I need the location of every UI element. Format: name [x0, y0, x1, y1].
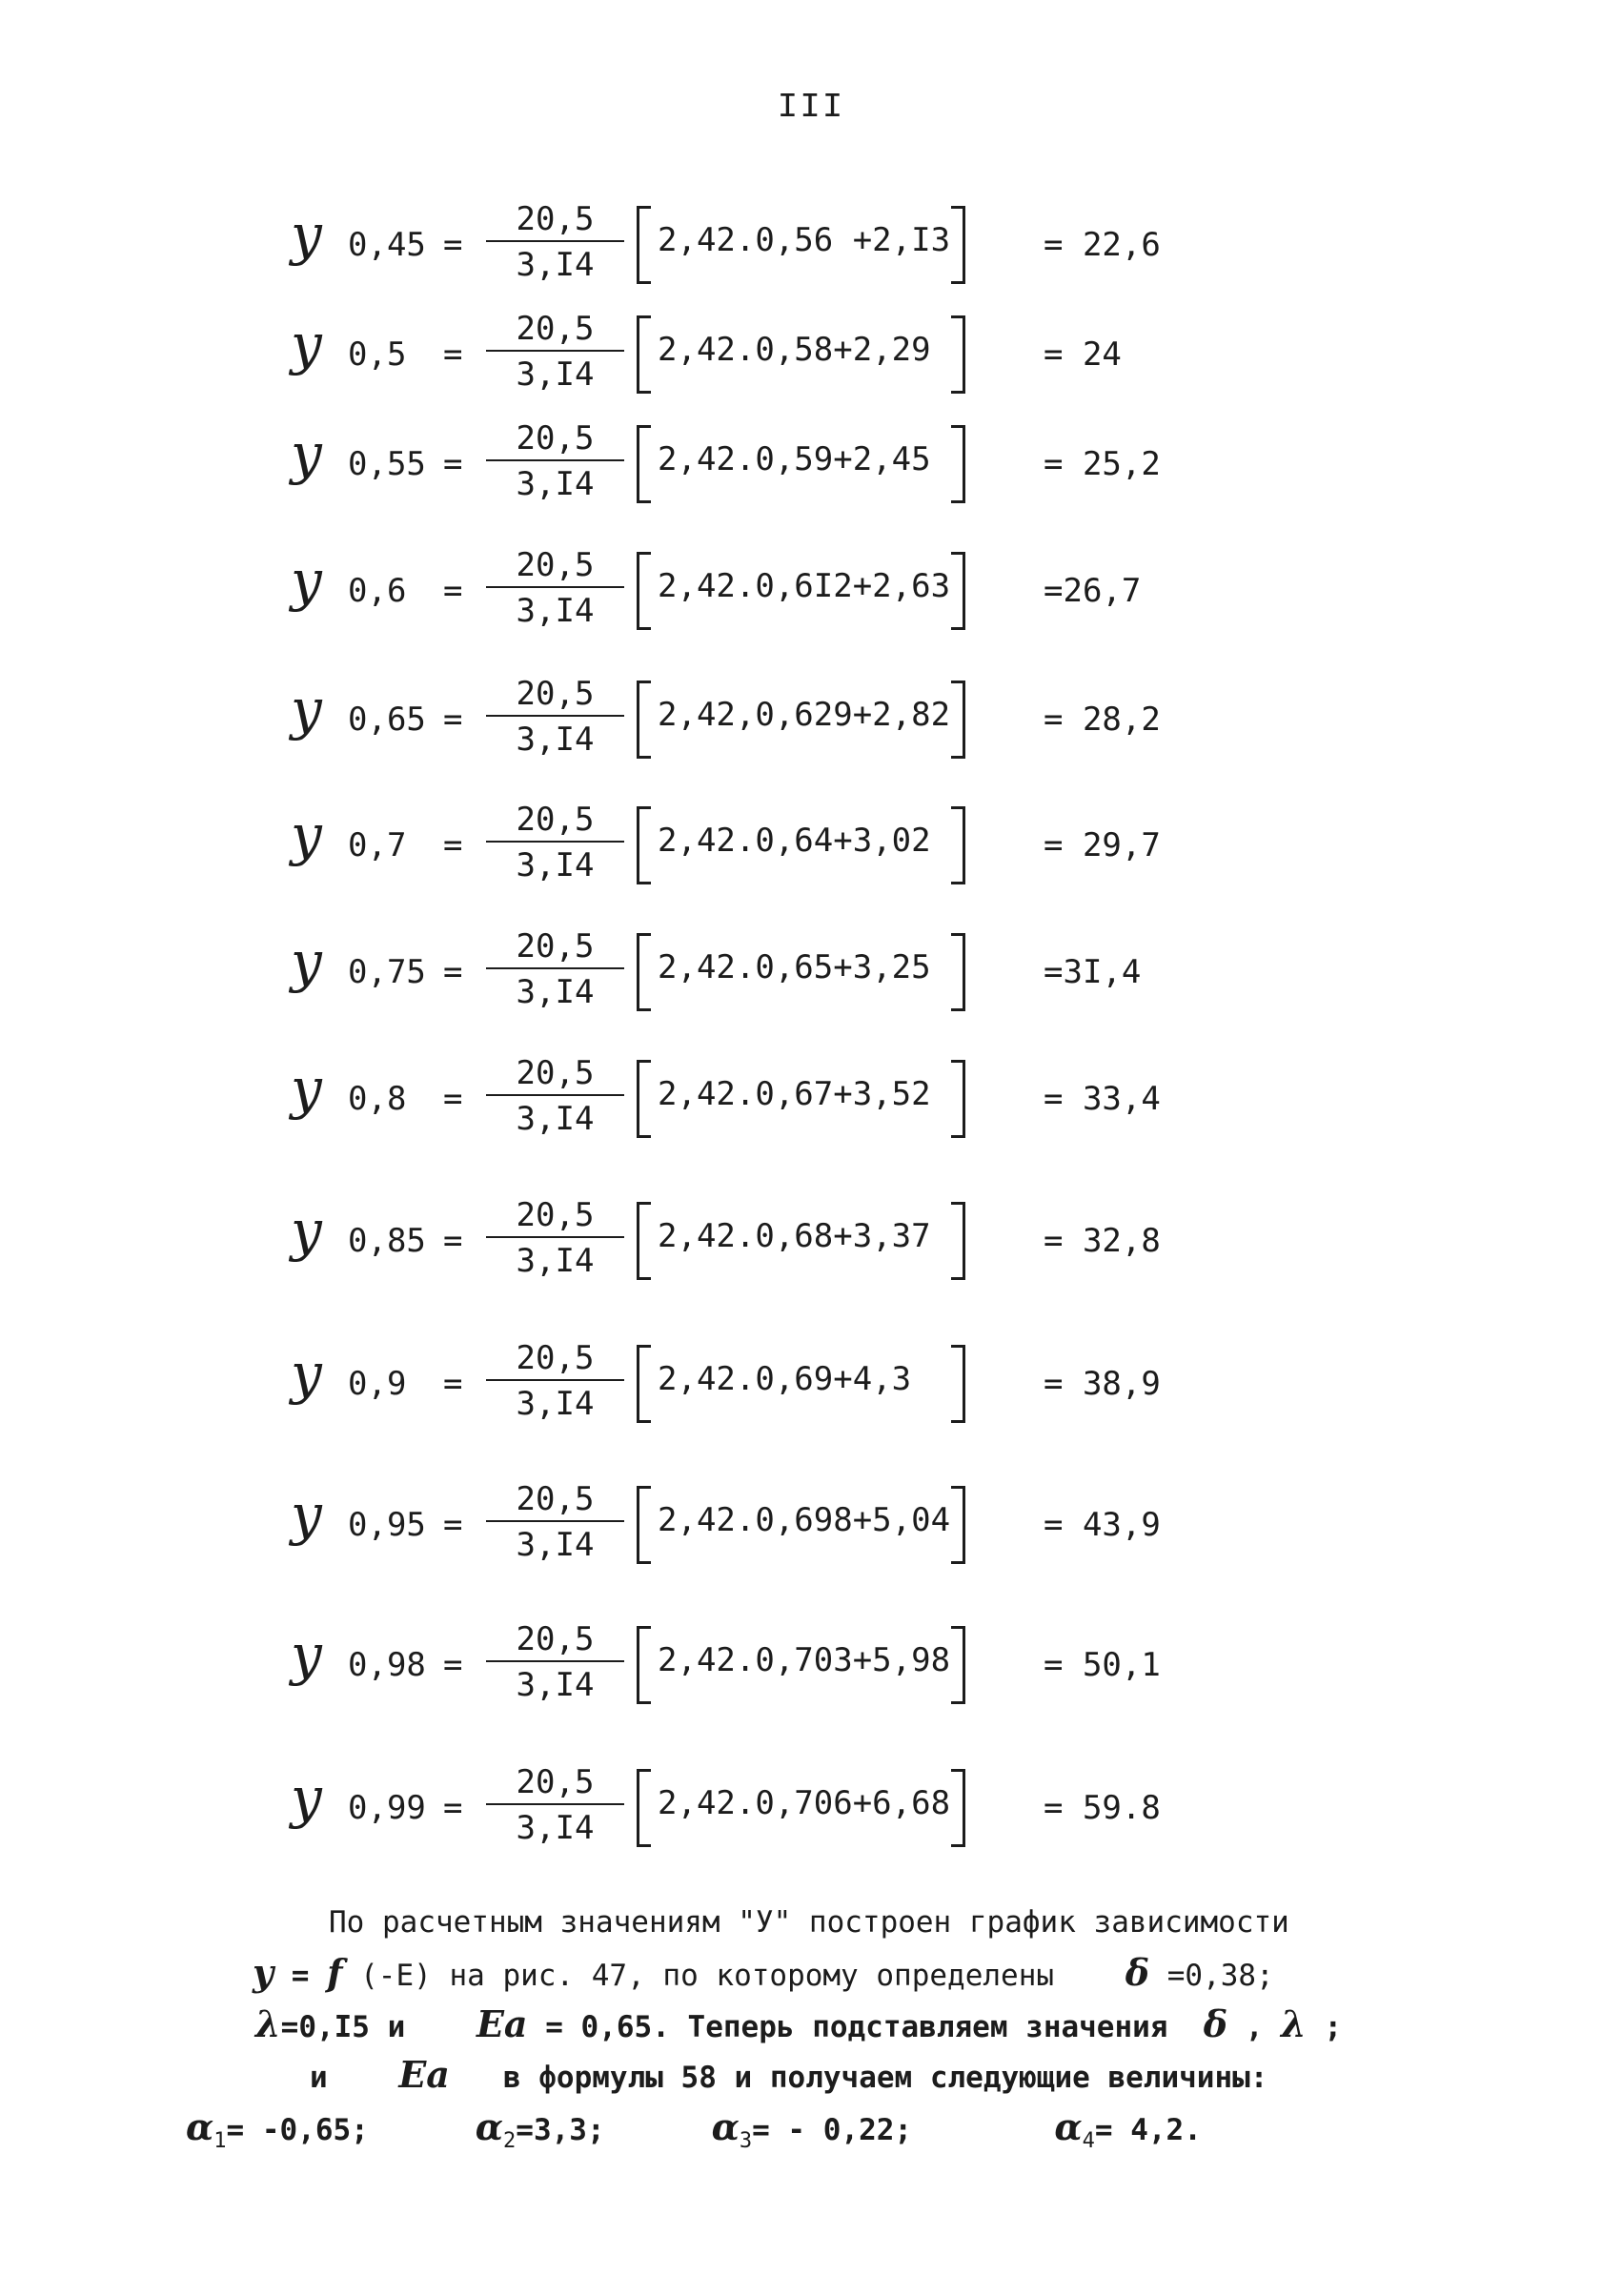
ea-symbol: Ea — [476, 2002, 528, 2045]
equation-row — [0, 1480, 1622, 1595]
alpha-symbol: α — [475, 2105, 504, 2148]
right-bracket — [951, 1769, 965, 1847]
equals-sign: = — [443, 335, 463, 374]
left-bracket — [637, 806, 651, 884]
equation-argument: 0,5 — [348, 335, 407, 374]
equation-result: =3I,4 — [1044, 953, 1142, 991]
alpha-subscript: 4 — [1082, 2129, 1095, 2153]
fraction-numerator: 20,5 — [516, 1339, 595, 1377]
fraction-bar — [486, 1094, 624, 1096]
equation-row — [0, 675, 1622, 789]
bracket-expression: 2,42.0,6I2+2,63 — [658, 567, 951, 605]
fraction-bar — [486, 967, 624, 969]
equals-sign: = — [443, 445, 463, 483]
equation-result: = 50,1 — [1044, 1646, 1161, 1684]
fraction — [486, 200, 624, 284]
equation-row — [0, 419, 1622, 534]
bracket-expression: 2,42.0,56 +2,I3 — [658, 221, 951, 259]
fraction — [486, 1196, 624, 1280]
equation-argument: 0,75 — [348, 953, 426, 991]
alpha-value: = - 0,22; — [752, 2113, 913, 2147]
equals-sign: = — [443, 701, 463, 739]
left-bracket — [637, 1769, 651, 1847]
equation-argument: 0,9 — [348, 1365, 407, 1403]
fraction — [486, 1339, 624, 1423]
paragraph-line-2 — [253, 1952, 1622, 1997]
equation-result: = 32,8 — [1044, 1222, 1161, 1260]
fraction-bar — [486, 1236, 624, 1238]
fraction-numerator: 20,5 — [516, 419, 595, 457]
alpha-symbol: α — [1054, 2105, 1083, 2148]
right-bracket — [951, 1486, 965, 1564]
right-bracket — [951, 933, 965, 1011]
fraction-denominator: 3,I4 — [516, 846, 595, 884]
equation-row — [0, 1339, 1622, 1453]
left-bracket — [637, 425, 651, 503]
left-bracket — [637, 206, 651, 284]
paragraph-line-2-text: (-E) на рис. 47, по которому определены — [360, 1959, 1055, 1993]
y-symbol: y — [291, 1622, 322, 1687]
left-bracket — [637, 1626, 651, 1704]
y-symbol: y — [291, 677, 322, 742]
y-symbol: y — [291, 548, 322, 613]
fraction-numerator: 20,5 — [516, 927, 595, 965]
equation-result: = 29,7 — [1044, 826, 1161, 864]
page-number: III — [777, 88, 845, 127]
alpha-4 — [1054, 2105, 1202, 2153]
alpha-subscript: 2 — [503, 2129, 517, 2153]
fraction-bar — [486, 841, 624, 843]
fraction-denominator: 3,I4 — [516, 1526, 595, 1564]
equation-argument: 0,45 — [348, 226, 426, 264]
alpha-value: = -0,65; — [226, 2113, 369, 2147]
fraction-numerator: 20,5 — [516, 1054, 595, 1092]
fraction-denominator: 3,I4 — [516, 721, 595, 759]
equation-result: = 33,4 — [1044, 1080, 1161, 1118]
right-bracket — [951, 206, 965, 284]
alpha-value: =3,3; — [516, 2113, 605, 2147]
y-symbol: y — [291, 1765, 322, 1830]
equals-sign: = — [443, 1646, 463, 1684]
paragraph-line-4-text: в формулы 58 и получаем следующие величины: — [502, 2061, 1268, 2095]
left-bracket — [637, 552, 651, 630]
semicolon: ; — [1324, 2010, 1343, 2044]
equation-row — [0, 1620, 1622, 1735]
fraction-bar — [486, 715, 624, 717]
fraction-bar — [486, 350, 624, 352]
bracket-expression: 2,42.0,698+5,04 — [658, 1501, 951, 1539]
right-bracket — [951, 806, 965, 884]
right-bracket — [951, 315, 965, 394]
fraction-numerator: 20,5 — [516, 1196, 595, 1234]
equals-sign: = — [443, 1789, 463, 1827]
equals-sign: = — [443, 1080, 463, 1118]
equation-argument: 0,85 — [348, 1222, 426, 1260]
alpha-3 — [711, 2105, 913, 2153]
lambda-symbol-2: λ — [1281, 2002, 1307, 2045]
right-bracket — [951, 552, 965, 630]
equation-result: = 59.8 — [1044, 1789, 1161, 1827]
equals-sign: = — [443, 953, 463, 991]
f-symbol: f — [327, 1951, 343, 1994]
alpha-subscript: 3 — [739, 2129, 753, 2153]
right-bracket — [951, 1626, 965, 1704]
alpha-symbol: α — [186, 2105, 214, 2148]
y-symbol: y — [253, 1951, 274, 1994]
equals-sign: = — [443, 1506, 463, 1544]
fraction-denominator: 3,I4 — [516, 1242, 595, 1280]
alpha-2 — [475, 2105, 605, 2153]
bracket-expression: 2,42.0,706+6,68 — [658, 1784, 951, 1822]
alpha-subscript: 1 — [213, 2129, 227, 2153]
alpha-value: = 4,2. — [1094, 2113, 1202, 2147]
y-symbol: y — [291, 1056, 322, 1121]
equation-row — [0, 1054, 1622, 1168]
equation-result: = 25,2 — [1044, 445, 1161, 483]
y-symbol: y — [291, 421, 322, 486]
fraction-denominator: 3,I4 — [516, 1809, 595, 1847]
bracket-expression: 2,42.0,69+4,3 — [658, 1360, 912, 1398]
equation-result: = 38,9 — [1044, 1365, 1161, 1403]
y-symbol: y — [291, 312, 322, 376]
equation-argument: 0,6 — [348, 572, 407, 610]
fraction-denominator: 3,I4 — [516, 1385, 595, 1423]
equation-row — [0, 801, 1622, 915]
equation-result: = 22,6 — [1044, 226, 1161, 264]
equation-argument: 0,98 — [348, 1646, 426, 1684]
equals-sign: = — [443, 226, 463, 264]
bracket-expression: 2,42.0,58+2,29 — [658, 331, 931, 369]
fraction-numerator: 20,5 — [516, 801, 595, 839]
fraction — [486, 1620, 624, 1704]
fraction-bar — [486, 1803, 624, 1805]
fraction — [486, 675, 624, 759]
fraction-numerator: 20,5 — [516, 546, 595, 584]
bracket-expression: 2,42.0,68+3,37 — [658, 1217, 931, 1255]
fraction — [486, 1480, 624, 1564]
fraction-numerator: 20,5 — [516, 1480, 595, 1518]
equation-row — [0, 310, 1622, 424]
bracket-expression: 2,42,0,629+2,82 — [658, 696, 951, 734]
y-symbol: y — [291, 803, 322, 867]
delta-symbol-2: δ — [1203, 2002, 1228, 2045]
paragraph-line-3 — [255, 2003, 1622, 2048]
equation-result: = 43,9 — [1044, 1506, 1161, 1544]
lambda-value: =0,I5 и — [280, 2010, 406, 2044]
left-bracket — [637, 1202, 651, 1280]
fraction-numerator: 20,5 — [516, 675, 595, 713]
equation-row — [0, 1196, 1622, 1311]
left-bracket — [637, 1486, 651, 1564]
bracket-expression: 2,42.0,64+3,02 — [658, 822, 931, 860]
fraction-denominator: 3,I4 — [516, 356, 595, 394]
fraction-numerator: 20,5 — [516, 310, 595, 348]
equation-row — [0, 546, 1622, 660]
equation-argument: 0,99 — [348, 1789, 426, 1827]
y-symbol: y — [291, 1198, 322, 1263]
fraction-bar — [486, 459, 624, 461]
equation-result: =26,7 — [1044, 572, 1142, 610]
lambda-symbol: λ — [255, 2002, 281, 2045]
equation-argument: 0,7 — [348, 826, 407, 864]
comma: , — [1245, 2010, 1264, 2044]
delta-symbol: δ — [1125, 1951, 1150, 1994]
fraction — [486, 1054, 624, 1138]
alpha-values-line — [186, 2106, 1622, 2155]
fraction-denominator: 3,I4 — [516, 1666, 595, 1704]
and-word: и — [310, 2061, 328, 2095]
equation-result: = 24 — [1044, 335, 1122, 374]
equation-row — [0, 1763, 1622, 1878]
fraction-bar — [486, 1520, 624, 1522]
left-bracket — [637, 933, 651, 1011]
fraction — [486, 419, 624, 503]
fraction-numerator: 20,5 — [516, 200, 595, 238]
paragraph-line-1: По расчетным значениям "У" построен график зависимости — [329, 1905, 1289, 1940]
left-bracket — [637, 681, 651, 759]
paragraph-line-3-text: = 0,65. Теперь подставляем значения — [545, 2010, 1168, 2044]
fraction-bar — [486, 1660, 624, 1662]
fraction-denominator: 3,I4 — [516, 592, 595, 630]
fraction-bar — [486, 1379, 624, 1381]
fraction-bar — [486, 240, 624, 242]
equals-sign: = — [443, 1222, 463, 1260]
bracket-expression: 2,42.0,59+2,45 — [658, 440, 931, 478]
fraction — [486, 546, 624, 630]
fraction-numerator: 20,5 — [516, 1763, 595, 1801]
alpha-1 — [186, 2105, 369, 2153]
fraction-denominator: 3,I4 — [516, 973, 595, 1011]
fraction — [486, 310, 624, 394]
right-bracket — [951, 1060, 965, 1138]
equation-row — [0, 200, 1622, 315]
ea-symbol-2: Ea — [398, 2053, 450, 2096]
fraction-denominator: 3,I4 — [516, 465, 595, 503]
y-symbol: y — [291, 1341, 322, 1406]
delta-value: =0,38; — [1166, 1959, 1274, 1993]
bracket-expression: 2,42.0,67+3,52 — [658, 1075, 931, 1113]
fraction — [486, 801, 624, 884]
fraction-numerator: 20,5 — [516, 1620, 595, 1658]
y-symbol: y — [291, 202, 322, 267]
fraction-denominator: 3,I4 — [516, 246, 595, 284]
equation-argument: 0,55 — [348, 445, 426, 483]
equation-argument: 0,95 — [348, 1506, 426, 1544]
equals-sign: = — [443, 826, 463, 864]
bracket-expression: 2,42.0,65+3,25 — [658, 948, 931, 986]
fraction-denominator: 3,I4 — [516, 1100, 595, 1138]
alpha-symbol: α — [711, 2105, 740, 2148]
fraction — [486, 927, 624, 1011]
right-bracket — [951, 681, 965, 759]
left-bracket — [637, 1060, 651, 1138]
left-bracket — [637, 1345, 651, 1423]
equation-argument: 0,65 — [348, 701, 426, 739]
bracket-expression: 2,42.0,703+5,98 — [658, 1641, 951, 1679]
equation-result: = 28,2 — [1044, 701, 1161, 739]
equation-row — [0, 927, 1622, 1042]
y-symbol: y — [291, 1482, 322, 1547]
equals-sign: = — [443, 1365, 463, 1403]
right-bracket — [951, 425, 965, 503]
fraction — [486, 1763, 624, 1847]
right-bracket — [951, 1345, 965, 1423]
y-symbol: y — [291, 929, 322, 994]
equals-sign: = — [291, 1959, 310, 1993]
equals-sign: = — [443, 572, 463, 610]
left-bracket — [637, 315, 651, 394]
fraction-bar — [486, 586, 624, 588]
equation-argument: 0,8 — [348, 1080, 407, 1118]
paragraph-line-4 — [310, 2054, 1622, 2099]
right-bracket — [951, 1202, 965, 1280]
